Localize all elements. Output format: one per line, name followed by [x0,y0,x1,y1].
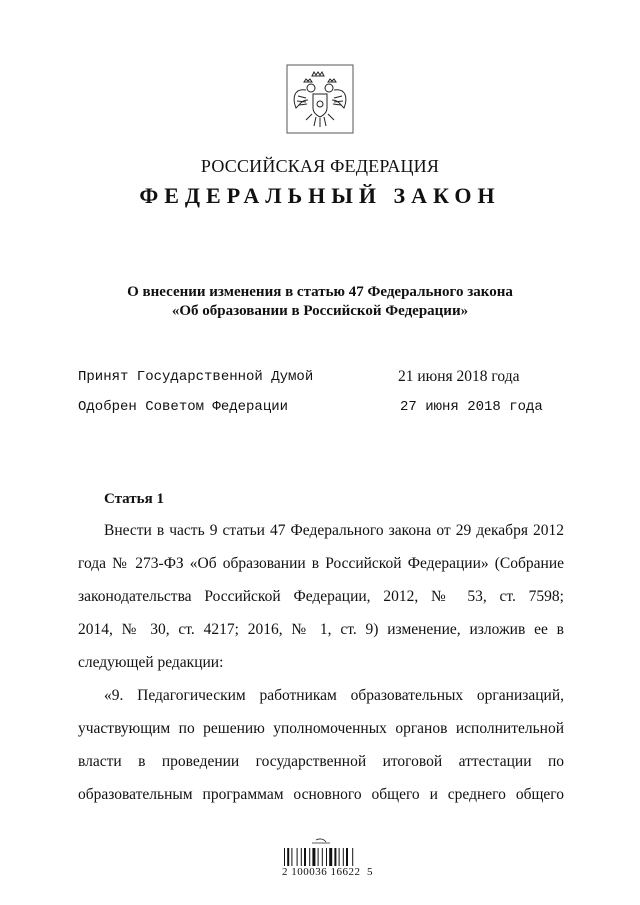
country-heading: РОССИЙСКАЯ ФЕДЕРАЦИЯ [200,156,440,176]
law-subject-line-2: «Об образовании в Российской Федерации» [171,303,469,319]
duma-adoption-date: 21 июня 2018 года [398,368,520,385]
article-title: Статья 1 [104,491,164,507]
barcode-number: 2 100036 16622 5 [282,866,373,878]
article-line: Внести в часть 9 статьи 47 Федерального закона от 29 декабря 2012 [104,522,564,539]
article-line: образовательным программам основного общего и среднего общего [78,786,564,803]
article-line: «9. Педагогическим работникам образовательных организаций, [104,687,564,704]
council-approval-label: Одобрен Советом Федерации [78,399,289,415]
article-line: власти в проведении государственной итоговой аттестации по [78,753,564,770]
council-approval-date: 27 июня 2018 года [400,399,543,415]
article-line: года № 273-ФЗ «Об образовании в Российской Федерации» (Собрание [78,555,564,572]
article-line: 2014, № 30, ст. 4217; 2016, № 1, ст. 9) изменение, изложив ее в [78,621,564,638]
document-type-title: ФЕДЕРАЛЬНЫЙ ЗАКОН [139,183,501,208]
article-line: следующей редакции: [78,654,224,671]
coat-of-arms-emblem-icon [286,64,354,134]
duma-adoption-label: Принят Государственной Думой [78,369,314,385]
article-line: участвующим по решению уполномоченных органов исполнительной [78,720,564,737]
law-subject [0,283,640,321]
article-line: законодательства Российской Федерации, 2012, № 53, ст. 7598; [78,588,564,605]
law-subject-line-1: О внесении изменения в статью 47 Федерального закона [127,284,513,300]
article-text [78,514,564,811]
